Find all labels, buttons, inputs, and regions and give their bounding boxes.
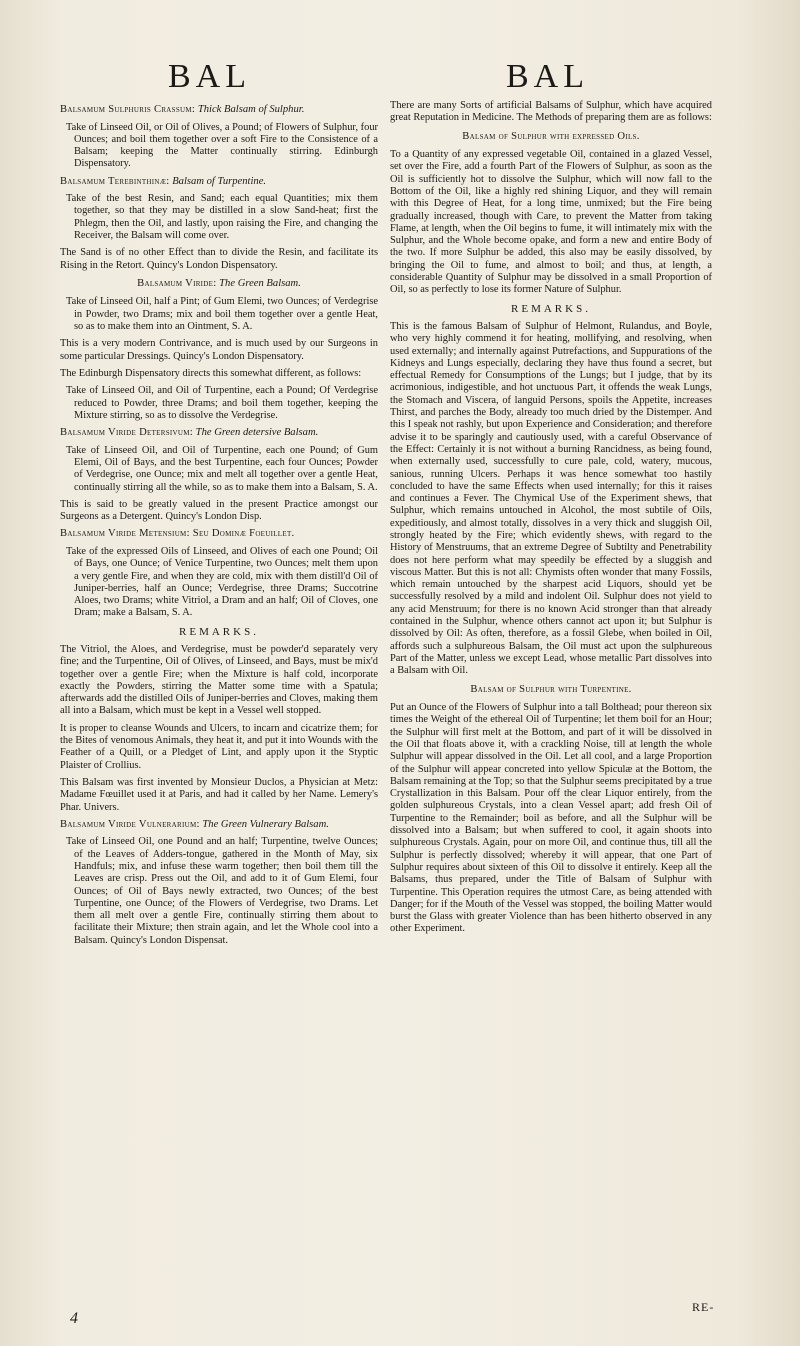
- remarks-heading: REMARKS.: [179, 625, 259, 638]
- section-heading-turpentine: [390, 684, 712, 697]
- paragraph: Take of Linseed Oil, or Oil of Olives, a Pound; of Flowers of Sulphur, four Ounces; and boil them together over a soft Fire to the Consistence of a Balsam; keeping the Matter continually stirring. Edinburgh Dispensatory.: [66, 121, 378, 170]
- heading-text: Balsam of Sulphur with Turpentine.: [470, 683, 632, 695]
- entry-heading-terebinthinae: [60, 176, 378, 189]
- heading-text: Balsam of Sulphur with expressed Oils.: [462, 130, 640, 142]
- paragraph: Take of Linseed Oil, half a Pint; of Gum Elemi, two Ounces; of Verdegrise in Powder, two Drams; mix and boil them together over a gentle Heat, so as to make them into an Ointment, S. A.: [66, 296, 378, 333]
- paragraph: To a Quantity of any expressed vegetable Oil, contained in a glazed Vessel, set over the Fire, add a fourth Part of the Flowers of Sulphur, as soon as the Oil is sufficiently hot to dissolve the Sulphur, which will now fall to the Bottom of the Oil, like a highly red shining Liquor, and they will remain with this Degree of Heat, for a long time, unmixed; but the Fire being gradually increased, though with Care, to prevent the Matter from taking Flame, at length, when the Oil begins to fume, it will intimately mix with the Sulphur, and the Whole become opake, and form a new and entire Body of the two. If more Sulphur be added, this also may be easily dissolved, by bringing the Oil to fume, and almost to boil; and thus, at length, a considerable Quantity of Sulphur may be dissolved in a small Proportion of Oil, so as perfectly to lose its former Nature of Sulphur.: [390, 149, 712, 296]
- paragraph: The Sand is of no other Effect than to divide the Resin, and facilitate its Rising in the Retort. Quincy's London Dispensatory.: [60, 247, 378, 271]
- paragraph: The Vitriol, the Aloes, and Verdegrise, must be powder'd separately very fine; and the Turpentine, Oil of Olives, of Linseed, and Bays, must be mix'd together over a gentle Fire; when the Mixture is half cold, incorporate exactly the Powders, stirring the Matter some time with a Spatula; afterwards add the distilled Oils of Juniper-berries and Cloves, making them all into a Balsam, which must be kept in a Vessel well stopped.: [60, 644, 378, 717]
- paragraph: Take of the best Resin, and Sand; each equal Quantities; mix them together, so that they may be distilled in a slow Sand-heat; first the Phlegm, then the Oil, and lastly, upon raising the Fire, and changing the Receiver, the Balsam will come over.: [66, 193, 378, 242]
- heading-latin: Balsamum Viride Detersivum:: [60, 427, 194, 439]
- heading-english: The Green detersive Balsam.: [195, 427, 319, 439]
- running-head-left: BAL: [168, 58, 251, 95]
- entry-heading-viride-detersivum: [60, 427, 378, 440]
- paragraph: This is said to be greatly valued in the present Practice amongst our Surgeons as a Detergent. Quincy's London Disp.: [60, 498, 378, 523]
- paragraph: Take of the expressed Oils of Linseed, and Olives of each one Pound; Oil of Bays, one Ounce; of Venice Turpentine, two Ounces; melt them upon a very gentle Fire, and when they are cold, mix with them distill'd Oil of Juniper-berries, half an Ounce; Verdegrise, three Drams; Succotrine Aloes, two Drams; white Vitriol, a Dram and an half; Oil of Cloves, one Dram; make a Balsam, S. A.: [66, 545, 378, 619]
- paragraph: The Edinburgh Dispensatory directs this somewhat different, as follows:: [60, 367, 362, 379]
- right-column: [390, 100, 712, 941]
- left-column: [60, 100, 378, 952]
- heading-latin: Balsamum Viride Metensium: Seu Dominæ Foeuillet.: [60, 528, 295, 540]
- paragraph: There are many Sorts of artificial Balsams of Sulphur, which have acquired great Reputation in Medicine. The Methods of preparing them are as follows:: [390, 100, 712, 124]
- heading-latin: Balsamum Viride Vulnerarium:: [60, 818, 200, 830]
- heading-latin: Balsamum Terebinthinæ:: [60, 175, 170, 187]
- heading-english: Balsam of Turpentine.: [172, 175, 267, 187]
- paragraph: Take of Linseed Oil, one Pound and an half; Turpentine, twelve Ounces; of the Leaves of Adders-tongue, gathered in the Month of May, six Handfuls; mix, and infuse these warm together; then boil them till the Leaves are crisp. Press out the Oil, and add to it of Gum Elemi, four Ounces; of Oil of Bays newly extracted, two Ounces; of the best Turpentine, one Ounce; of the Flowers of Verdegrise, two Drams. Let them all melt over a gentle Fire, continually stirring them about to facilitate their Mixture; then strain again, and let the Whole cool into a Balsam. Quincy's London Dispensat.: [66, 836, 378, 946]
- paragraph: It is proper to cleanse Wounds and Ulcers, to incarn and cicatrize them; for the Bites of venomous Animals, they heat it, and put it into Wounds with the Feather of a Quill, or a Pledget of Lint, and apply upon it the Styptic Plaister of Crollius.: [60, 722, 378, 771]
- entry-heading-viride: [60, 278, 378, 291]
- entry-heading-viride-metensium: [60, 528, 378, 541]
- section-heading-expressed-oils: [390, 131, 712, 144]
- paragraph: This is the famous Balsam of Sulphur of Helmont, Rulandus, and Boyle, who very highly commend it for heating, mollifying, and resolving, when used externally; and internally against Putrefactions, and Suppurations of the Kidneys and Lungs especially, declaring they have thus found a secret, but effectual Remedy for Consumptions of the Lungs; but I judge, that by its acrimonious, indigestible, and hot unctuous Part, it offends the weak Lungs, the Stomach and Viscera, of languid Persons, spoils the Appetite, increases Thirst, and parches the Body, already too much dried by the Distemper. And this I speak not rashly, but upon Experience and Consideration; and therefore advise it to be sparingly and cautiously used, with a careful Observance of the Effect: Certainly it is not without a burning Rancidness, as being found, when externally used, successfully to cure pale, cold, watery, mucous, sanious, running Ulcers. Perhaps it was hence somewhat too hastily concluded to have the same Effects when used internally; for this it raises and continues a Fever. The Chymical Use of the Experiment shews, that Sulphur, which remains untouched in Alcohol, the most subtile of Oils, expeditiously, and almost totally, dissolves in a very thick and sluggish Oil, strongly heated by the Fire; which evidently shews, with regard to the History of Menstruums, that an extreme Degree of Subtilty and Penetrability does not here perform what may speedily be effected by a sluggish and viscous Matter. But this is not all: Chymists often wonder that many Fossils, which remain untouched by the sharpest acid Liquors, should yet be successfully resolved by a mild and indolent Oil. Sulphur does not yield to any acid Menstruum; for there is no known Acid stronger than that already contained in the Sulphur, whence others cannot act upon it; but Sulphur is dissolved by Oil: As often, therefore, as a fossil Glebe, when boiled in Oil, affords such a sulphureous Balsam, the Oil must act upon the sulphureous Part of the Matter, unless we except Lead, whose metallic Part dissolves into a Balsam with Oil.: [390, 320, 712, 677]
- paragraph: This is a very modern Contrivance, and is much used by our Surgeons in some particular Dressings. Quincy's London Dispensatory.: [60, 338, 378, 362]
- heading-english: The Green Vulnerary Balsam.: [202, 818, 329, 830]
- catchword: RE-: [692, 1300, 715, 1314]
- paragraph: Take of Linseed Oil, and Oil of Turpentine, each a Pound; Of Verdegrise reduced to Powder, three Drams; and boil them together, keeping the Mixture stirring, so as to dissolve the Verdegrise.: [66, 385, 378, 421]
- page-number: 4: [70, 1310, 78, 1327]
- remarks-heading: REMARKS.: [511, 302, 591, 315]
- heading-latin: Balsamum Sulphuris Crassum:: [60, 104, 196, 115]
- heading-english: Thick Balsam of Sulphur.: [197, 104, 305, 115]
- paragraph: This Balsam was first invented by Monsieur Duclos, a Physician at Metz: Madame Fœuillet used it at Paris, and had it called by her Name. Lemery's Phar. Univers.: [60, 776, 378, 813]
- paragraph: Put an Ounce of the Flowers of Sulphur into a tall Bolthead; pour thereon six times the Weight of the ethereal Oil of Turpentine; let them boil for an Hour; the Sulphur will first melt at the Bottom, and part of it will be dissolved in the Oil that floats above it, with a crackling Noise, till at length the whole Sulphur will appear dissolved in the Oil. Let all cool, and a large Proportion of the Sulphur will appear concreted into yellow Spiculæ at the Bottom, the Balsam remaining at the Top; so that the Sulphur seems precipitated by a true Crystallization in this Balsam. Pour off the clear Liquor entirely, from the golden sulphureous Crystals, into a clean Vessel apart; add fresh Oil of Turpentine to the Remainder; boil as before, and all the Sulphur will be dissolved into a Balsam; but when suffered to cool, it again shoots into sulphureous Crystals. Again, pour on more Oil, and continue thus, till all the Sulphur is perfectly dissolved; whereby it will appear, that one Part of Sulphur requires about sixteen of this Oil to dissolve it entirely. Keep all the Balsams, thus prepared, under the Title of Balsam of Sulphur with Turpentine. This Operation requires the utmost Care, as being attended with Danger; for if the Mouth of the Vessel was stopped, the boiling Matter would burst the Glass with greater Violence than has been hitherto observed in any other Experiment.: [390, 702, 712, 935]
- entry-heading-sulphuris-crassum: [60, 104, 378, 117]
- paragraph: Take of Linseed Oil, and Oil of Turpentine, each one Pound; of Gum Elemi, Oil of Bays, and the best Turpentine, each four Ounces; Powder of Verdegrise, one Ounce; mix and melt all together over a gentle Heat, continually stirring all the while, so as to make them into a Balsam, S. A.: [66, 444, 378, 493]
- heading-latin: Balsamum Viride:: [137, 277, 217, 289]
- entry-heading-viride-vulnerarium: [60, 819, 378, 832]
- running-head-right: BAL: [506, 58, 589, 95]
- heading-english: The Green Balsam.: [219, 277, 301, 289]
